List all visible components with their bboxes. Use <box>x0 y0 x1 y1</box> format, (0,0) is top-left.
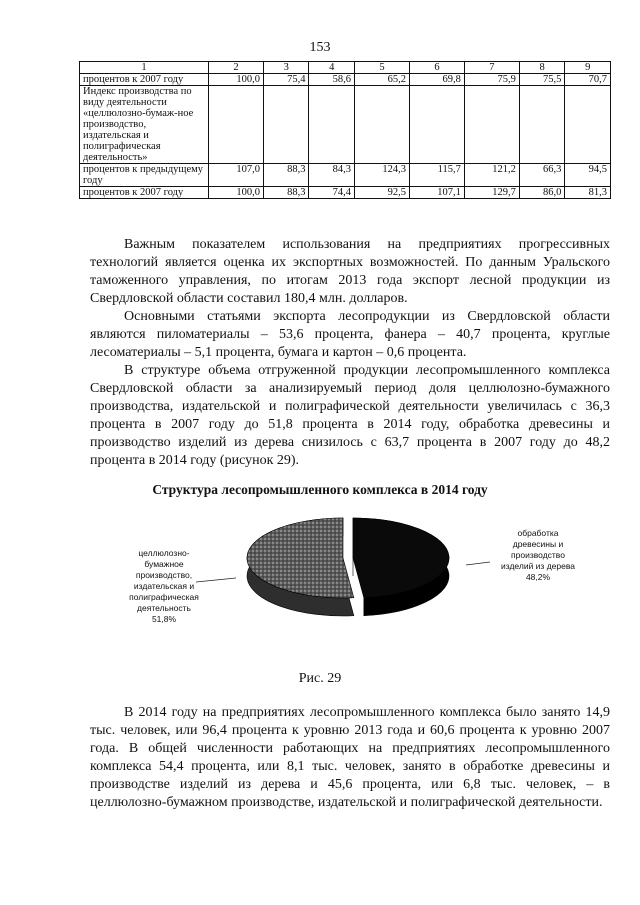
page-number: 153 <box>309 40 331 55</box>
pie-label-wood-processing-value: 48,2% <box>525 572 551 582</box>
table-cell <box>464 86 519 164</box>
table-header-cell: 6 <box>409 62 464 74</box>
paragraph-structure: В структуре объема отгруженной продукции лесопромышленного комплекса Свердловской области за анализируемый период доля целлюлозно-бумажного производства, издательской и полиграфической деятельности увеличилась с 36,3 процента в 2007 году до 51,8 процента в 2014 году, обработка древесины и производство изделий из дерева снизилось с 63,7 процента в 2007 году до 48,2 процента в 2014 году (рисунок 29). <box>90 363 610 468</box>
row-label: Индекс производства по виду деятельности «целлюлозно-бумаж-ное производство, издательская и полиграфическая деятельность» <box>80 86 209 164</box>
table-cell: 94,5 <box>565 164 611 187</box>
table-cell: 124,3 <box>355 164 410 187</box>
row-label: процентов к 2007 году <box>80 187 209 199</box>
table-row <box>80 187 611 199</box>
table-cell <box>209 86 264 164</box>
table-header-cell: 7 <box>464 62 519 74</box>
table-cell: 100,0 <box>209 187 264 199</box>
table-cell <box>263 86 309 164</box>
table-row <box>80 164 611 187</box>
row-label: процентов к предыдущему году <box>80 164 209 187</box>
table-header-cell: 5 <box>355 62 410 74</box>
table-cell: 88,3 <box>263 164 309 187</box>
pie-chart <box>220 510 480 630</box>
table-header-cell: 1 <box>80 62 209 74</box>
table-header-cell: 9 <box>565 62 611 74</box>
table-header-cell: 4 <box>309 62 355 74</box>
paragraph-employment: В 2014 году на предприятиях лесопромышленного комплекса было занято 14,9 тыс. человек, или 96,4 процента к уровню 2013 года и 60,6 процента к уровню 2007 года. В общей численности работающих на предприятиях лесопромышленного комплекса 54,4 процента, или 8,1 тыс. человек, занято в обработке древесины и производстве изделий из дерева и 45,6 процента, или 6,8 тыс. человек, – в целлюлозно-бумажном производстве, издательской и полиграфической деятельности. <box>90 705 610 810</box>
table-header-row <box>80 62 611 74</box>
table-cell: 88,3 <box>263 187 309 199</box>
table-cell: 69,8 <box>409 74 464 86</box>
table-cell: 74,4 <box>309 187 355 199</box>
table-cell: 121,2 <box>464 164 519 187</box>
pie-label-wood-processing <box>490 528 586 583</box>
table-cell: 66,3 <box>519 164 565 187</box>
table-cell <box>355 86 410 164</box>
table-cell <box>565 86 611 164</box>
pie-label-pulp-paper <box>118 548 210 625</box>
table-cell: 107,0 <box>209 164 264 187</box>
table-cell: 65,2 <box>355 74 410 86</box>
statistics-table <box>79 61 611 199</box>
table-row <box>80 74 611 86</box>
table-cell: 70,7 <box>565 74 611 86</box>
figure-caption: Рис. 29 <box>298 671 342 686</box>
pie-label-pulp-paper-value: 51,8% <box>151 614 177 624</box>
table-cell <box>409 86 464 164</box>
table-cell: 75,4 <box>263 74 309 86</box>
table-cell: 115,7 <box>409 164 464 187</box>
table-cell: 75,5 <box>519 74 565 86</box>
table-row <box>80 86 611 164</box>
paragraph-export: Важным показателем использования на предприятиях прогрессивных технологий является оценка их экспортных возможностей. По данным Уральского таможенного управления, по итогам 2013 года экспорт лесной продукции из Свердловской области составил 180,4 млн. долларов. <box>90 237 610 306</box>
table-cell: 75,9 <box>464 74 519 86</box>
pie-label-pulp-paper-text: целлюлозно- бумажное производство, издательская и полиграфическая деятельность <box>129 548 199 613</box>
pie-label-wood-processing-text: обработка древесины и производство изделий из дерева <box>501 528 575 571</box>
table-cell <box>309 86 355 164</box>
table-cell: 107,1 <box>409 187 464 199</box>
table-cell: 81,3 <box>565 187 611 199</box>
table-cell: 58,6 <box>309 74 355 86</box>
table-header-cell: 8 <box>519 62 565 74</box>
table-cell: 84,3 <box>309 164 355 187</box>
table-cell <box>519 86 565 164</box>
table-cell: 86,0 <box>519 187 565 199</box>
table-cell: 92,5 <box>355 187 410 199</box>
table-header-cell: 3 <box>263 62 309 74</box>
table-cell: 100,0 <box>209 74 264 86</box>
row-label: процентов к 2007 году <box>80 74 209 86</box>
chart-title: Структура лесопромышленного комплекса в 2014 году <box>152 482 488 497</box>
paragraph-export-items: Основными статьями экспорта лесопродукции из Свердловской области являются пиломатериалы – 53,6 процента, фанера – 40,7 процента, круглые лесоматериалы – 5,1 процента, бумага и картон – 0,6 процента. <box>90 309 610 360</box>
table-cell: 129,7 <box>464 187 519 199</box>
table-header-cell: 2 <box>209 62 264 74</box>
